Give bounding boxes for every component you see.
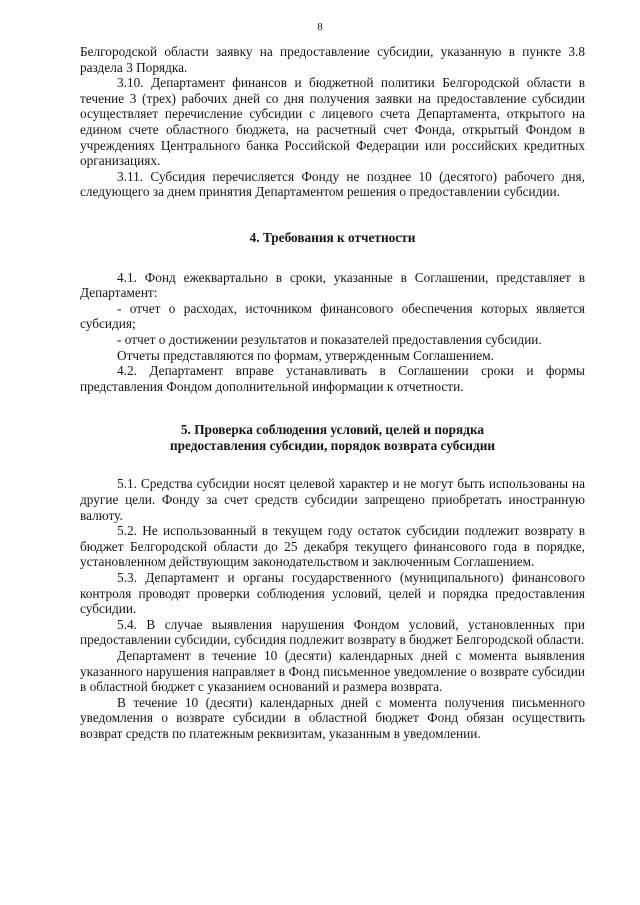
paragraph-3-11: 3.11. Субсидия перечисляется Фонду не позднее 10 (десятого) рабочего дня, следующего за днем принятия Департаментом решения о предоставлении субсидии. (80, 168, 585, 200)
section-4-heading: 4. Требования к отчетности (249, 229, 416, 245)
paragraph-5-3: 5.3. Департамент и органы государственного (муниципального) финансового контроля проводят проверки соблюдения условий, целей и порядка предоставления субсидии. (80, 570, 585, 617)
list-item-expense-report: - отчет о расходах, источником финансового обеспечения которых является субсидия; (80, 300, 585, 332)
paragraph-5-4: 5.4. В случае выявления нарушения Фондом условий, установленных при предоставлении субсидии, субсидия подлежит возврату в бюджет Белгородской области. (80, 616, 585, 648)
section-5-heading-line2: предоставления субсидии, порядок возврата субсидии (169, 437, 496, 453)
paragraph-4-2: 4.2. Департамент вправе устанавливать в Соглашении сроки и формы представления Фондом дополнительной информации к отчетности. (80, 363, 585, 394)
paragraph-continuation: Белгородской области заявку на предоставление субсидии, указанную в пункте 3.8 раздела 3 Порядка. (80, 44, 585, 75)
section-5-heading-line1: 5. Проверка соблюдения условий, целей и порядка (180, 422, 485, 438)
paragraph-notification: Департамент в течение 10 (десяти) календарных дней с момента выявления указанного нарушения направляет в Фонд письменное уведомление о возврате субсидии в областной бюджет с указанием оснований и размера возврата. (80, 648, 585, 695)
paragraph-report-forms: Отчеты представляются по формам, утвержденным Соглашением. (117, 347, 494, 363)
paragraph-4-1: 4.1. Фонд ежеквартально в сроки, указанные в Соглашении, представляет в Департамент: (80, 269, 585, 301)
paragraph-3-10: 3.10. Департамент финансов и бюджетной политики Белгородской области в течение 3 (трех) рабочих дней со дня получения заявки на предоставление субсидии осуществляет перечисление субсидии с лицевого счета Департамента, открытого на едином счете областного бюджета, на расчетный счет Фонда, открытый Фондом в учреждениях Центрального банка Российской Федерации или российских кредитных организациях. (80, 75, 585, 169)
document-body (80, 44, 585, 742)
page-number: 8 (317, 21, 323, 33)
list-item-results-report: - отчет о достижении результатов и показателей предоставления субсидии. (117, 331, 542, 347)
paragraph-5-2: 5.2. Не использованный в текущем году остаток субсидии подлежит возврату в бюджет Белгородской области до 25 декабря текущего финансового года в порядке, установленном действующим законодательством и заключенным Соглашением. (80, 523, 585, 570)
paragraph-return-obligation: В течение 10 (десяти) календарных дней с момента получения письменного уведомления о возврате субсидии в областной бюджет Фонд обязан осуществить возврат средств по платежным реквизитам, указанным в уведомлении. (80, 694, 585, 741)
paragraph-5-1: 5.1. Средства субсидии носят целевой характер и не могут быть использованы на другие цели. Фонду за счет средств субсидии запрещено приобретать иностранную валюту. (80, 476, 585, 523)
